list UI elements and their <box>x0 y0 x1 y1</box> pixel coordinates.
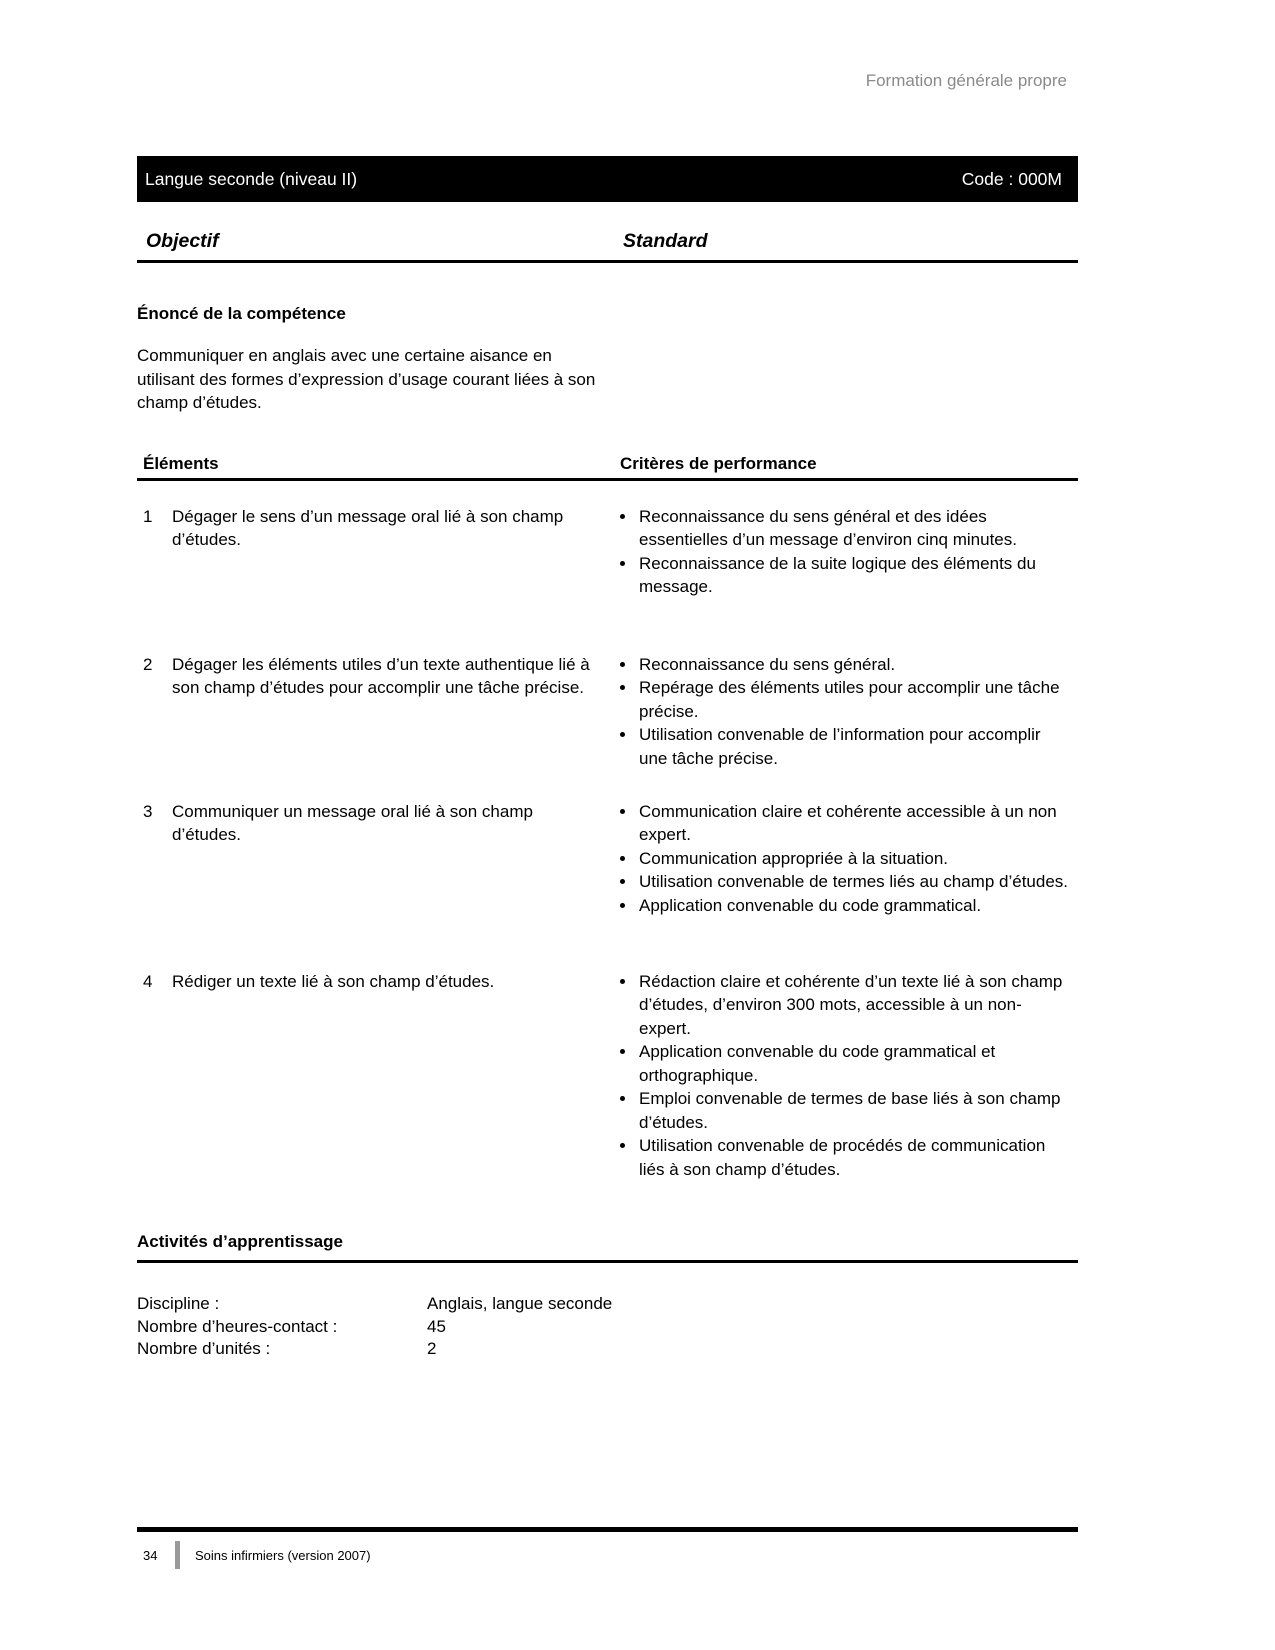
section-note: Formation générale propre <box>865 71 1067 90</box>
footer-divider <box>175 1541 180 1569</box>
objectif-heading: Objectif <box>146 230 219 252</box>
element-text: Dégager les éléments utiles d’un texte authentique lié à son champ d’études pour accomplir une tâche précise. <box>172 654 590 697</box>
standard-heading: Standard <box>623 230 708 252</box>
element-cell <box>137 800 614 970</box>
criteria-item: • Rédaction claire et cohérente d’un texte lié à son champ d’études, d’environ 300 mots, accessible à un non-expert. <box>637 970 1078 1041</box>
element-text: Rédiger un texte lié à son champ d’études. <box>172 971 495 991</box>
element-cell <box>137 653 614 800</box>
element-row <box>137 800 1078 970</box>
element-text: Communiquer un message oral lié à son champ d’études. <box>172 801 533 844</box>
column-headings <box>137 228 1078 263</box>
activities-value: Anglais, langue seconde <box>427 1294 613 1313</box>
activities-heading: Activités d’apprentissage <box>137 1231 1078 1263</box>
element-row <box>137 970 1078 1182</box>
elements-heading: Éléments <box>143 453 219 473</box>
competence-heading: Énoncé de la compétence <box>137 304 346 323</box>
criteria-list <box>614 800 1078 970</box>
activities-label: Nombre d’heures-contact : <box>137 1316 338 1336</box>
criteria-item: • Utilisation convenable de l’information pour accomplir une tâche précise. <box>637 723 1078 770</box>
criteria-item: • Communication claire et cohérente accessible à un non expert. <box>637 800 1078 847</box>
activities-value: 45 <box>427 1316 446 1336</box>
activities-row <box>137 1293 1078 1316</box>
course-code: Code : 000M <box>961 168 1062 189</box>
element-text: Dégager le sens d’un message oral lié à son champ d’études. <box>172 506 564 549</box>
criteria-item: • Emploi convenable de termes de base liés à son champ d’études. <box>637 1087 1078 1134</box>
activities-table <box>137 1293 1078 1361</box>
competence-statement: Communiquer en anglais avec une certaine aisance en utilisant des formes d’expression d’usage courant liées à son champ d’études. <box>137 346 596 412</box>
activities-row <box>137 1316 1078 1339</box>
criteria-item: • Reconnaissance de la suite logique des éléments du message. <box>637 552 1078 599</box>
document-page <box>137 0 1078 1650</box>
criteria-item: • Reconnaissance du sens général et des idées essentielles d’un message d’environ cinq minutes. <box>637 505 1078 552</box>
page-footer-content <box>137 1541 1078 1569</box>
document-title: Soins infirmiers (version 2007) <box>195 1547 371 1563</box>
page-number: 34 <box>143 1547 158 1563</box>
course-title-bar <box>137 156 1078 202</box>
element-number: 4 <box>143 971 153 991</box>
criteria-list <box>614 653 1078 800</box>
page-footer <box>137 1527 1078 1569</box>
criteria-item: • Repérage des éléments utiles pour accomplir une tâche précise. <box>637 676 1078 723</box>
activities-row <box>137 1338 1078 1361</box>
criteria-item: • Utilisation convenable de procédés de communication liés à son champ d’études. <box>637 1134 1078 1181</box>
criteria-item: • Application convenable du code grammatical et orthographique. <box>637 1040 1078 1087</box>
activities-label: Nombre d’unités : <box>137 1339 271 1358</box>
criteria-list <box>614 505 1078 653</box>
criteria-item: • Communication appropriée à la situation. <box>637 847 1078 871</box>
course-title: Langue seconde (niveau II) <box>145 168 358 189</box>
elements-criteria-headings <box>137 453 1078 481</box>
criteria-list <box>614 970 1078 1182</box>
criteria-item: • Utilisation convenable de termes liés au champ d’études. <box>637 870 1078 894</box>
activities-value: 2 <box>427 1339 437 1358</box>
element-number: 1 <box>143 506 153 526</box>
element-row <box>137 653 1078 800</box>
element-cell <box>137 505 614 653</box>
element-cell <box>137 970 614 1182</box>
element-row <box>137 505 1078 653</box>
criteria-heading: Critères de performance <box>620 453 817 473</box>
elements-table <box>137 505 1078 1182</box>
criteria-item: • Application convenable du code grammatical. <box>637 894 1078 918</box>
element-number: 3 <box>143 801 153 821</box>
criteria-item: • Reconnaissance du sens général. <box>637 653 1078 677</box>
element-number: 2 <box>143 654 153 674</box>
activities-label: Discipline : <box>137 1294 220 1313</box>
